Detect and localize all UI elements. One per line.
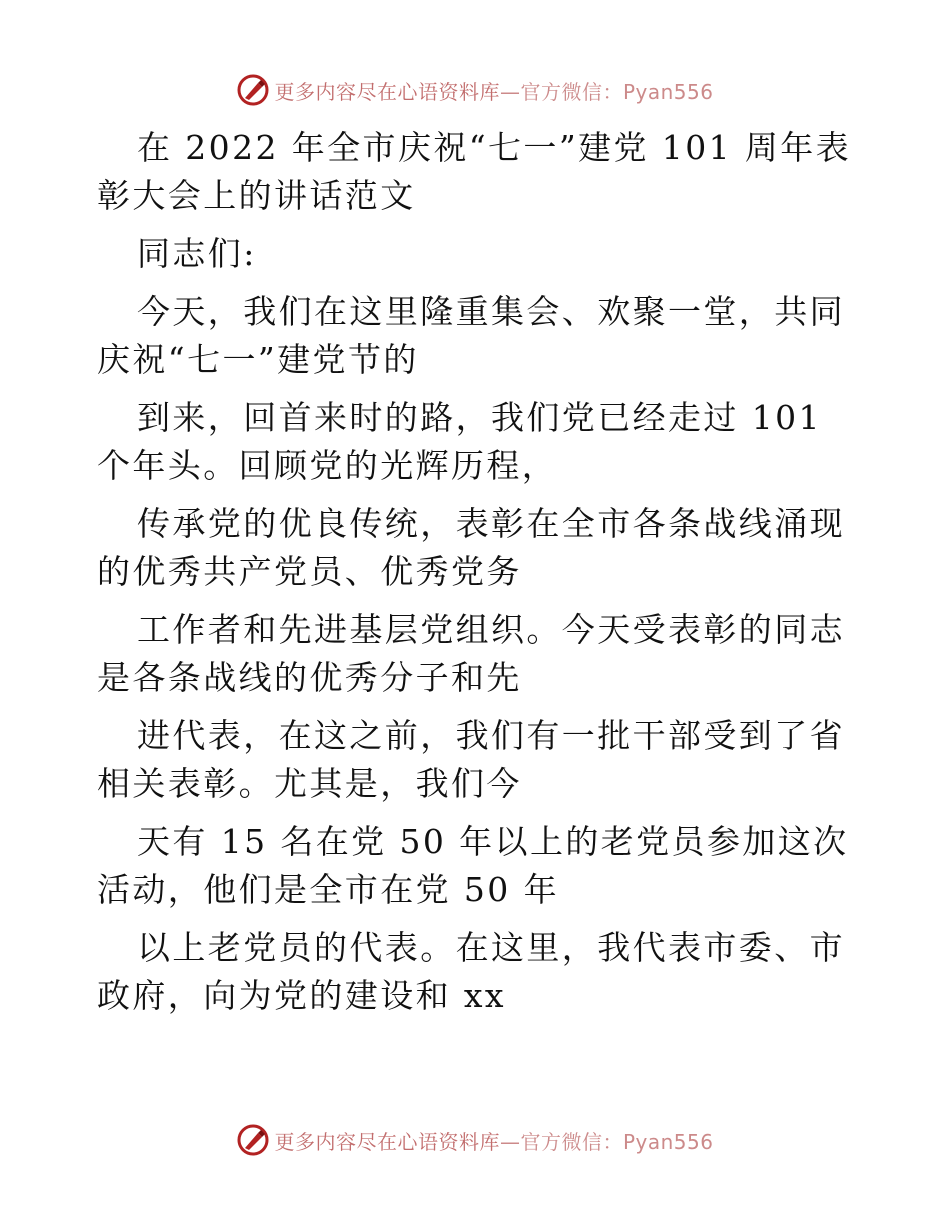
watermark-brand: 更多内容尽在心语资料库 bbox=[274, 1129, 500, 1154]
watermark-brand: 更多内容尽在心语资料库 bbox=[274, 79, 500, 104]
paragraph: 工作者和先进基层党组织。今天受表彰的同志是各条战线的优秀分子和先 bbox=[97, 610, 845, 697]
paragraph: 今天，我们在这里隆重集会、欢聚一堂，共同庆祝“七一”建党节的 bbox=[97, 292, 845, 379]
watermark-text bbox=[274, 1126, 713, 1155]
paragraph: 传承党的优良传统，表彰在全市各条战线涌现的优秀共产党员、优秀党务 bbox=[97, 504, 845, 591]
paragraph: 进代表，在这之前，我们有一批干部受到了省相关表彰。尤其是，我们今 bbox=[97, 716, 845, 803]
paragraph: 天有 15 名在党 50 年以上的老党员参加这次活动，他们是全市在党 50 年 bbox=[97, 822, 849, 909]
watermark-suffix: —官方微信：Pyan556 bbox=[499, 79, 714, 104]
watermark-suffix: —官方微信：Pyan556 bbox=[499, 1129, 714, 1154]
paragraph: 以上老党员的代表。在这里，我代表市委、市政府，向为党的建设和 xx bbox=[97, 928, 845, 1015]
pen-logo-icon bbox=[236, 1123, 270, 1157]
document-title: 在 2022 年全市庆祝“七一”建党 101 周年表彰大会上的讲话范文 bbox=[97, 128, 852, 215]
paragraph: 到来，回首来时的路，我们党已经走过 101 个年头。回顾党的光辉历程， bbox=[97, 398, 822, 485]
paragraph: 同志们: bbox=[137, 234, 257, 273]
watermark-text bbox=[274, 76, 713, 105]
header-watermark bbox=[0, 70, 950, 110]
footer-watermark bbox=[0, 1120, 950, 1160]
pen-logo-icon bbox=[236, 73, 270, 107]
document-body bbox=[97, 124, 853, 1020]
